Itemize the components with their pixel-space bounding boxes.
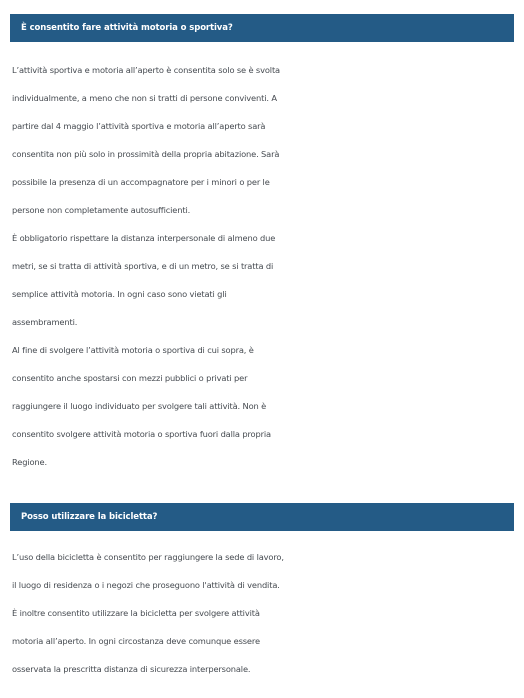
answer-line: È inoltre consentito utilizzare la bicicletta per svolgere attività (12, 608, 260, 618)
faq-item-bicycle (10, 503, 514, 683)
answer-line: il luogo di residenza o i negozi che proseguono l'attività di vendita. (12, 580, 280, 590)
answer-line: persone non completamente autosufficienti. (12, 205, 191, 215)
answer-line: metri, se si tratta di attività sportiva, e di un metro, se si tratta di (12, 261, 274, 271)
answer-line: semplice attività motoria. In ogni caso sono vietati gli (12, 289, 227, 299)
answer-line: partire dal 4 maggio l’attività sportiva e motoria all’aperto sarà (12, 121, 266, 131)
faq-question-heading: Posso utilizzare la bicicletta? (10, 503, 514, 531)
answer-line: consentita non più solo in prossimità della propria abitazione. Sarà (12, 149, 280, 159)
answer-line: Al fine di svolgere l’attività motoria o sportiva di cui sopra, è (12, 345, 254, 355)
answer-line: individualmente, a meno che non si tratti di persone conviventi. A (12, 93, 277, 103)
answer-line: È obbligatorio rispettare la distanza interpersonale di almeno due (12, 233, 276, 243)
faq-question-heading: È consentito fare attività motoria o sportiva? (10, 14, 514, 42)
answer-line: L’uso della bicicletta è consentito per raggiungere la sede di lavoro, (12, 552, 284, 562)
answer-line: motoria all’aperto. In ogni circostanza deve comunque essere (12, 636, 260, 646)
answer-line: osservata la prescritta distanza di sicurezza interpersonale. (12, 664, 251, 674)
faq-answer-text (10, 543, 514, 683)
answer-line: possibile la presenza di un accompagnatore per i minori o per le (12, 177, 270, 187)
answer-line: consentito svolgere attività motoria o sportiva fuori dalla propria (12, 429, 271, 439)
answer-line: Regione. (12, 457, 47, 467)
faq-item-sport-activity (10, 14, 514, 476)
faq-answer-text (10, 56, 514, 476)
answer-line: raggiungere il luogo individuato per svolgere tali attività. Non è (12, 401, 267, 411)
answer-line: L’attività sportiva e motoria all’aperto è consentita solo se è svolta (12, 65, 280, 75)
answer-line: assembramenti. (12, 317, 78, 327)
answer-line: consentito anche spostarsi con mezzi pubblici o privati per (12, 373, 248, 383)
